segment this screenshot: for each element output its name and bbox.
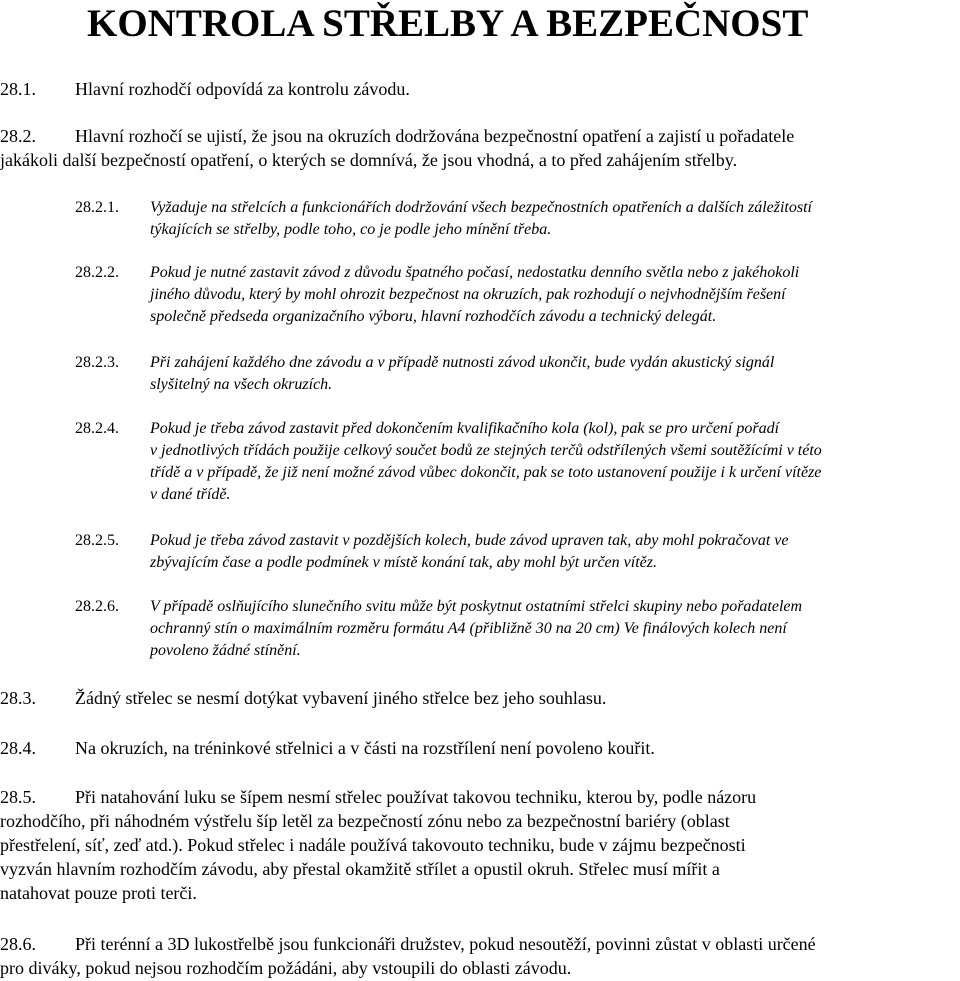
subsection-number: 28.2.6. <box>75 598 119 615</box>
subsection-number: 28.2.2. <box>75 264 119 281</box>
page-title: KONTROLA STŘELBY A BEZPEČNOST <box>87 2 809 45</box>
subsection-text-line: povoleno žádné stínění. <box>150 642 301 659</box>
section-text-line: natahovat pouze proti terči. <box>0 883 197 903</box>
subsection-text-line: slyšitelný na všech okruzích. <box>150 376 333 393</box>
subsection-text-line: Při zahájení každého dne závodu a v případě nutnosti závod ukončit, bude vydán akustický signál <box>150 354 775 371</box>
section-number: 28.2. <box>0 126 36 146</box>
section-text-line: rozhodčího, při náhodném výstřelu šíp letěl za bezpečností zónu nebo za bezpečnostní bariéry (oblast <box>0 811 730 831</box>
subsection-text <box>150 197 960 241</box>
subsection-number: 28.2.3. <box>75 354 119 371</box>
section-number: 28.1. <box>0 79 36 99</box>
subsection-text <box>150 596 960 662</box>
section-text-line: Hlavní rozhočí se ujistí, že jsou na okruzích dodržována bezpečnostní opatření a zajistí u pořadatele <box>75 126 795 146</box>
subsection-text <box>150 262 960 328</box>
subsection-text-line: ochranný stín o maximálním rozměru formátu A4 (přibližně 30 na 20 cm) Ve finálových kolech není <box>150 620 787 637</box>
subsection-text <box>150 530 960 574</box>
subsection-text <box>150 352 960 396</box>
subsection-text-line: týkajících se střelby, podle toho, co je podle jeho mínění třeba. <box>150 221 552 238</box>
subsection-text-line: Vyžaduje na střelcích a funkcionářích dodržování všech bezpečnostních opatřeních a dalších záležitostí <box>150 199 812 216</box>
section-number: 28.3. <box>0 688 36 708</box>
subsection-text-line: v jednotlivých třídách použije celkový součet bodů ze stejných terčů odstřílených všemi soutěžícími v této <box>150 442 822 459</box>
subsection-text-line: V případě oslňujícího slunečního svitu může být poskytnut ostatními střelci skupiny nebo pořadatelem <box>150 598 803 615</box>
subsection-text-line: společně předseda organizačního výboru, hlavní rozhodčích závodu a technický delegát. <box>150 308 717 325</box>
subsection-text <box>150 418 960 506</box>
section-text-line: Na okruzích, na tréninkové střelnici a v části na rozstřílení není povoleno kouřit. <box>75 738 655 758</box>
subsection-text-line: jiného důvodu, který by mohl ohrozit bezpečnost na okruzích, pak rozhodují o nejvhodnějším řešení <box>150 286 786 303</box>
section-text-line: Žádný střelec se nesmí dotýkat vybavení jiného střelce bez jeho souhlasu. <box>75 688 607 708</box>
section-number: 28.6. <box>0 934 36 954</box>
subsection-text-line: v dané třídě. <box>150 486 231 503</box>
subsection-number: 28.2.1. <box>75 199 119 216</box>
section-number: 28.4. <box>0 738 36 758</box>
subsection-number: 28.2.5. <box>75 532 119 549</box>
section-text-line: přestřelení, síť, zeď atd.). Pokud střelec i nadále používá takovouto techniku, bude v zájmu bezpečnosti <box>0 835 746 855</box>
subsection-text-line: Pokud je třeba závod zastavit před dokončením kvalifikačního kola (kol), pak se pro určení pořadí <box>150 420 780 437</box>
subsection-text-line: zbývajícím čase a podle podmínek v místě konání tak, aby mohl být určen vítěz. <box>150 554 657 571</box>
section-text-line: Při natahování luku se šípem nesmí střelec používat takovou techniku, kterou by, podle názoru <box>75 787 757 807</box>
subsection-text-line: Pokud je třeba závod zastavit v pozdějších kolech, bude závod upraven tak, aby mohl pokračovat ve <box>150 532 789 549</box>
section-number: 28.5. <box>0 787 36 807</box>
section-text-line: vyzván hlavním rozhodčím závodu, aby přestal okamžitě střílet a opustil okruh. Střelec musí mířit a <box>0 859 720 879</box>
section-text-line: pro diváky, pokud nejsou rozhodčím požádáni, aby vstoupili do oblasti závodu. <box>0 958 572 978</box>
section-text-line: Při terénní a 3D lukostřelbě jsou funkcionáři družstev, pokud nesoutěží, povinni zůstat v oblasti určené <box>75 934 816 954</box>
subsection-text-line: třídě a v případě, že již není možné závod vůbec dokončit, pak se toto ustanovení použije i k určení vítěze <box>150 464 822 481</box>
section-text-line: Hlavní rozhodčí odpovídá za kontrolu závodu. <box>75 79 410 99</box>
section-text-line: jakákoli další bezpečností opatření, o kterých se domnívá, že jsou vhodná, a to před zahájením střelby. <box>0 150 738 170</box>
subsection-text-line: Pokud je nutné zastavit závod z důvodu špatného počasí, nedostatku denního světla nebo z jakéhokoli <box>150 264 800 281</box>
subsection-number: 28.2.4. <box>75 420 119 437</box>
